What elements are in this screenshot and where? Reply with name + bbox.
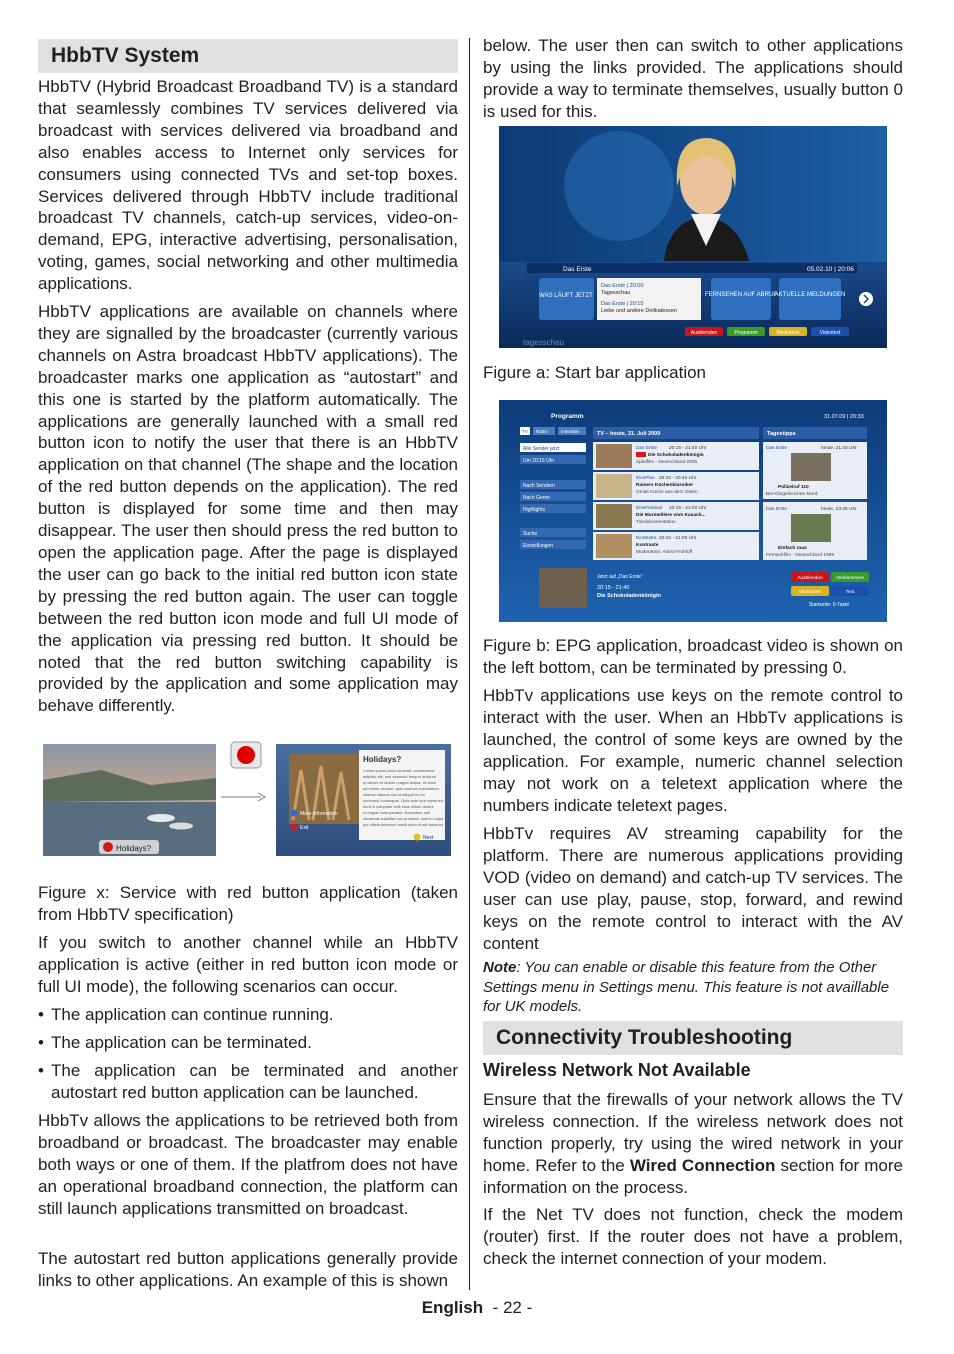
- menu-more-info: More information: [300, 811, 338, 817]
- fig-b-tip-time: heute, 23:25 Uhr: [821, 507, 857, 512]
- fig-b-tip-time: heute, 21:40 Uhr: [821, 446, 857, 451]
- figure-b-epg: [499, 400, 887, 622]
- fig-b-title: Programm: [551, 413, 584, 420]
- paragraph-broadband-broadcast: HbbTv allows the applications to be retrieved both from broadband or broadcast. The broadcaster may enable both ways or one of them. If the platfrom does not have an operational broadband connection, the platform can still launch applications transmitted on broadcast.: [38, 1111, 458, 1218]
- fig-b-now-label: Jetzt auf „Das Erste“: [597, 574, 643, 580]
- wired-connection-ref: Wired Connection: [629, 1155, 776, 1175]
- fig-b-prog-ch: EinsFestival: [636, 506, 662, 511]
- fig-b-now-title: Die Schokoladenkönigin: [597, 593, 661, 599]
- fig-b-btn-blue: Text: [845, 590, 855, 595]
- fig-a-btn-red: Ausblenden: [690, 330, 718, 336]
- svg-text:commodi consequat. Quis aute i: commodi consequat. Quis aute iure reprehen-: [363, 798, 445, 803]
- fig-b-tips-header: Tagestipps: [767, 431, 796, 437]
- section-heading-connectivity: Connectivity Troubleshooting: [483, 1021, 903, 1055]
- fig-a-prog1-title: Tagesschau: [601, 290, 631, 296]
- svg-text:Lorem ipsum dolor sit amet, co: Lorem ipsum dolor sit amet, consectetur: [363, 768, 435, 773]
- svg-text:adipisic elit, sed eiusmod tem: adipisic elit, sed eiusmod tempor incidunt: [363, 774, 436, 779]
- figure-x-caption: Figure x: Service with red button application (taken from HbbTV specification): [38, 883, 458, 924]
- holidays-red-button[interactable]: [99, 840, 159, 854]
- figure-x-red-button: [41, 740, 453, 860]
- svg-text:obcaecat cupiditat non proiden: obcaecat cupiditat non proident, sunt in culpa: [363, 816, 444, 821]
- fig-b-prog-ch: EinsExtra: [636, 536, 657, 541]
- subheading-wireless: Wireless Network Not Available: [483, 1060, 751, 1080]
- fig-b-prog-time: 20:15 - 21:00 Uhr: [669, 506, 707, 511]
- fig-b-datetime: 31.07.09 | 20:33: [824, 414, 864, 420]
- fig-a-prog2-time: Das Erste | 20:15: [601, 301, 644, 307]
- fig-b-prog-title: Rainers Küchenklassiker: [636, 483, 694, 488]
- paragraph-hbbtv-applications: HbbTV applications are available on channels where they are signalled by the broadcaster (currently various channels on Astra broadcast HbbTV applications). The broadcaster marks one application as “autostart” and this one is started by the platform automatically. The applications are generally launched with a small red button icon to notify the user that there is an HbbTV application on that channel (The shape and the location of the red button depends on the application). The red button is displayed for some time and then may disappear. The user then should press the red button to open the application page. After the page is displayed the user can go back to the initial red button icon state by pressing the red button again. The user can toggle between the red button icon mode and full UI mode of the application via pressing red button. It should be noted that the red button switching capability is provided by the application and some application may behave differently.: [38, 302, 458, 716]
- red-button-icon: [237, 746, 255, 764]
- fig-b-nav-item: Einstellungen: [523, 543, 554, 549]
- fig-b-prog-time: 20:15 - 21:40 Uhr: [669, 446, 707, 451]
- fig-b-btn-yellow: Mediathek: [798, 590, 822, 595]
- menu-next: Next: [423, 835, 434, 841]
- paragraph-continuation: below. The user then can switch to other applications by using the links provided. The applications should provide a way to terminate themselves, usually button 0 is used for this.: [483, 36, 903, 121]
- fig-a-logo: tagesschau: [523, 338, 564, 347]
- footer-language: English: [421, 1298, 484, 1317]
- fig-b-tip-ch: Das Erste: [766, 446, 788, 451]
- fig-b-prog-title: Kontraste: [636, 543, 659, 548]
- fig-b-now-time: 20:15 - 21:40: [597, 585, 630, 591]
- fig-a-aktuelle: AKTUELLE MELDUNGEN: [774, 292, 846, 298]
- paragraph-autostart: The autostart red button applications generally provide links to other applications. An example of this is shown: [38, 1249, 458, 1290]
- menu-exit: Exit: [300, 825, 309, 831]
- note-text: : You can enable or disable this feature from the Other Settings menu in Settings menu. This feature is not availlable for UK models.: [483, 959, 890, 1015]
- svg-text:derit in voluptate velit esse: derit in voluptate velit esse cillum dolore: [363, 804, 434, 809]
- fig-b-prog-sub: Moderation: Astrid Frohloff: [636, 550, 693, 555]
- fig-b-list-header: TV – heute, 31. Juli 2009: [597, 431, 661, 437]
- fig-a-btn-blue: Videotext: [819, 330, 841, 336]
- paragraph-hbbtv-intro: HbbTV (Hybrid Broadcast Broadband TV) is a standard that seamlessly combines TV services delivered via broadcast with services delivered via broadband and also enables access to Internet only services for consumers using connected TVs and set-top boxes. Services delivered through HbbTV include traditional broadcast TV channels, catch-up services, video-on-demand, EPG, interactive advertising, personalisation, voting, games, social networking and other multimedia applications.: [38, 77, 458, 294]
- holidays-button-label: Holidays?: [116, 844, 152, 853]
- figure-a-start-bar: [499, 126, 887, 348]
- fig-b-nav-item: Um 20:15 Uhr: [523, 458, 555, 464]
- note-paragraph: [483, 958, 903, 1017]
- bullet-item: • The application can be terminated and another autostart red button application can be launched.: [38, 1060, 458, 1104]
- fig-b-prog-time: 20:15 - 21:00 Uhr: [659, 536, 697, 541]
- footer-page-number: - 22 -: [492, 1298, 533, 1317]
- fig-a-prog1-time: Das Erste | 20:00: [601, 283, 644, 289]
- fig-b-nav-item: Suche: [523, 531, 538, 537]
- fig-b-tab-radio: Radio: [536, 429, 548, 434]
- fig-b-prog-ch: Das Erste: [636, 446, 658, 451]
- fig-b-btn-red: Ausblenden: [797, 576, 823, 581]
- fig-b-tab-tv: TV: [522, 429, 528, 434]
- panel-title: Holidays?: [363, 755, 402, 764]
- svg-text:ad minim veniam, quis nostrud: ad minim veniam, quis nostrud exercitation: [363, 786, 439, 791]
- paragraph-firewall: Ensure that the firewalls of your network allows the TV wireless connection. If the wireless network does not function properly, try using the wired network in your home. Refer to the Wired Connection section for more information on the process.: [483, 1090, 903, 1197]
- fig-b-btn-green: Verklammern: [835, 576, 865, 581]
- fig-b-prog-title: Die Murmeltiere vom Kasach...: [636, 513, 706, 518]
- fig-b-tip-sub: Bei Klingelzeichen Mord: [766, 492, 818, 497]
- fig-b-prog-sub: Spielfilm - Deutschland 2005: [636, 460, 698, 465]
- svg-text:qui officia deserunt mollit an: qui officia deserunt mollit anim id est laborum.: [363, 822, 445, 827]
- fig-b-tip-ch: Das Erste: [766, 507, 788, 512]
- fig-b-tip-title: Polizeiruf 110: [778, 485, 809, 490]
- fig-b-tip-sub: Fernsehfilm - Deutschland 1999: [766, 553, 834, 558]
- fig-b-prog-ch: EinsPlus: [636, 476, 655, 481]
- fig-b-prog-time: 20:15 - 20:45 Uhr: [659, 476, 697, 481]
- fig-a-fernsehen: FERNSEHEN AUF ABRUF: [704, 292, 778, 298]
- note-label: Note: [483, 959, 517, 976]
- fig-a-prog2-title: Liebe und andere Delikatessen: [601, 308, 677, 314]
- figure-b-caption: Figure b: EPG application, broadcast video is shown on the left bottom, can be terminated by pressing 0.: [483, 636, 903, 677]
- fig-b-tip-title: Einfach raus: [778, 546, 807, 551]
- fig-a-channel: Das Erste: [563, 266, 592, 273]
- paragraph-remote-keys: HbbTv applications use keys on the remote control to interact with the user. When an HbbTv applications is launched, the control of some keys are owned by the application. For example, numeric channel selection may not work on a teletext application where the numbers indicate teletext pages.: [483, 686, 903, 815]
- fig-b-nav-item: Nach Sendern: [523, 483, 555, 489]
- figure-a-caption: Figure a: Start bar application: [483, 363, 707, 382]
- svg-text:ullamco laboris nisi ut aliqui: ullamco laboris nisi ut aliquid ex ea: [363, 792, 425, 797]
- fig-a-btn-yellow: Mediathek: [776, 330, 800, 336]
- svg-text:ut labore et dolore magna aliq: ut labore et dolore magna aliqua. Ut enim: [363, 780, 437, 785]
- fig-a-was-laeuft: WAS LÄUFT JETZT: [539, 293, 593, 299]
- paragraph-av-streaming: HbbTv requires AV streaming capability for the platform. There are numerous applications providing VOD (video on demand) and catch-up TV services. The user can use play, pause, stop, forward, and rewind keys on the remote control to interact with the AV content: [483, 824, 903, 953]
- page-footer: [0, 1298, 954, 1318]
- paragraph-switch-channel: If you switch to another channel while an HbbTV application is active (either in red button icon mode or full UI mode), the following scenarios can occur.: [38, 933, 458, 996]
- column-divider: [469, 38, 470, 1290]
- bullet-item: • The application can continue running.: [38, 1004, 458, 1026]
- fig-b-nav-item: Alle Sender jetzt: [523, 446, 560, 452]
- fig-b-tab-interaktiv: Interaktiv: [561, 429, 580, 434]
- bullet-item: • The application can be terminated.: [38, 1032, 458, 1054]
- fig-b-start: Startseite: 0-Taste: [808, 602, 850, 608]
- fig-b-prog-sub: Tierdokumentation: [636, 520, 676, 525]
- paragraph-net-tv: If the Net TV does not function, check the modem (router) first. If the router does not have a problem, check the internet connection of your modem.: [483, 1205, 903, 1268]
- fig-a-datetime: 05.02.10 | 20:06: [807, 266, 854, 273]
- chevron-right-icon: [859, 292, 873, 306]
- fig-b-nav-item: Nach Genre: [523, 495, 550, 501]
- fig-b-nav-item: Highlights: [523, 507, 545, 513]
- fig-b-prog-title: Die Schokoladenkönigin: [648, 453, 704, 458]
- fig-b-prog-sub: Omas Küche aus dem Osten: [636, 490, 698, 495]
- svg-text:eu fugiat nulla pariatur. Exce: eu fugiat nulla pariatur. Excepteur sint: [363, 810, 430, 815]
- section-heading-hbbtv: HbbTV System: [38, 39, 458, 73]
- fig-a-btn-green: Programm: [734, 330, 758, 336]
